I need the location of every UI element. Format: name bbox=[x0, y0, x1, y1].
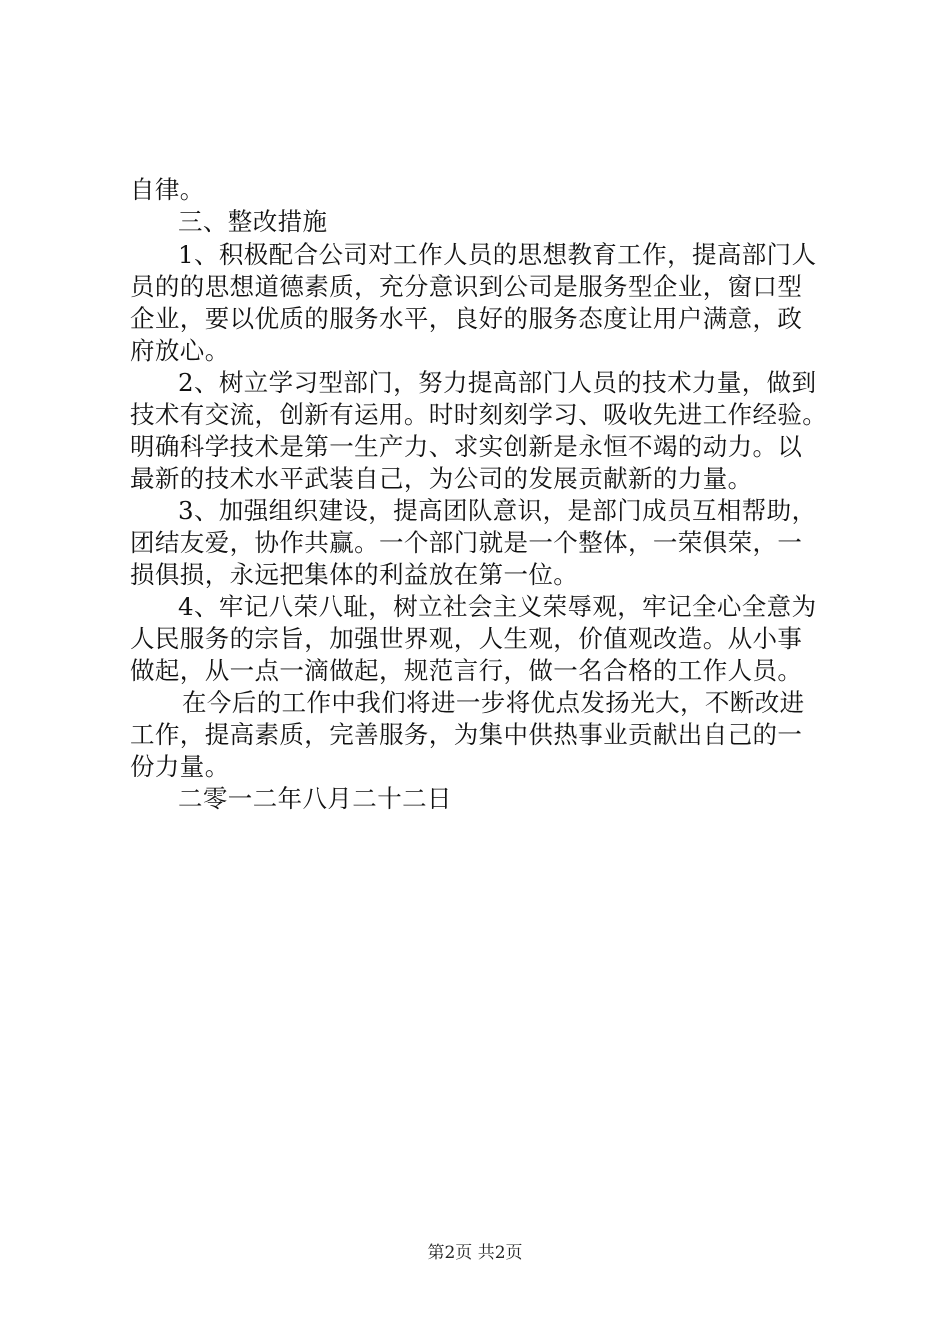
text-line: 自律。 bbox=[130, 175, 205, 204]
text-line: 做起，从一点一滴做起，规范言行，做一名合格的工作人员。 bbox=[130, 656, 803, 685]
text-line: 明确科学技术是第一生产力、求实创新是永恒不竭的动力。以 bbox=[130, 432, 803, 461]
text-line: 2、树立学习型部门，努力提高部门人员的技术力量，做到 bbox=[178, 368, 817, 397]
text-line: 技术有交流，创新有运用。时时刻刻学习、吸收先进工作经验。 bbox=[130, 400, 828, 429]
date-line: 二零一二年八月二十二日 bbox=[178, 784, 452, 813]
text-line: 4、牢记八荣八耻，树立社会主义荣辱观，牢记全心全意为 bbox=[178, 592, 817, 621]
section-heading: 三、整改措施 bbox=[178, 207, 328, 236]
text-line: 最新的技术水平武装自己，为公司的发展贡献新的力量。 bbox=[130, 464, 753, 493]
text-line: 人民服务的宗旨，加强世界观，人生观，价值观改造。从小事 bbox=[130, 624, 803, 653]
text-line: 团结友爱，协作共赢。一个部门就是一个整体，一荣俱荣，一 bbox=[130, 528, 803, 557]
text-line: 在今后的工作中我们将进一步将优点发扬光大，不断改进 bbox=[182, 688, 805, 717]
text-line: 府放心。 bbox=[130, 336, 230, 365]
text-line: 份力量。 bbox=[130, 752, 230, 781]
text-line: 3、加强组织建设，提高团队意识，是部门成员互相帮助， bbox=[178, 496, 817, 525]
text-line: 损俱损，永远把集体的利益放在第一位。 bbox=[130, 560, 579, 589]
text-line: 工作，提高素质，完善服务，为集中供热事业贡献出自己的一 bbox=[130, 720, 803, 749]
text-line: 员的的思想道德素质，充分意识到公司是服务型企业，窗口型 bbox=[130, 272, 803, 301]
text-line: 企业，要以优质的服务水平，良好的服务态度让用户满意，政 bbox=[130, 304, 803, 333]
text-line: 1、积极配合公司对工作人员的思想教育工作，提高部门人 bbox=[178, 240, 817, 269]
page-number-footer: 第2页 共2页 bbox=[427, 1243, 523, 1263]
